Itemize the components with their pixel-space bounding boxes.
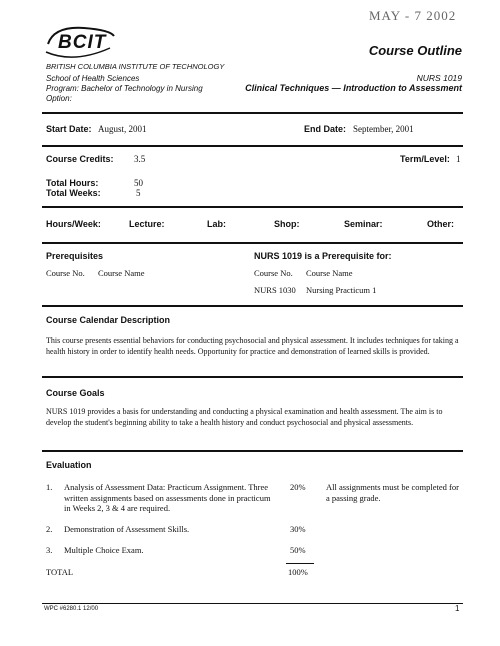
seminar-label: Seminar: (344, 219, 383, 229)
course-title: Clinical Techniques — Introduction to Assessment (245, 83, 462, 93)
prereq-title: Prerequisites (46, 251, 104, 261)
hours-rule (42, 242, 463, 244)
option-label: Option: (46, 94, 72, 103)
term-value: 1 (456, 154, 461, 164)
lecture-label: Lecture: (129, 219, 165, 229)
prereq-for-col-name: Course Name (306, 268, 353, 278)
start-date-label: Start Date: (46, 124, 92, 134)
page-number: 1 (455, 604, 460, 613)
bcit-logo (44, 22, 116, 62)
eval-item-1-pct: 20% (290, 482, 306, 492)
logo-text: BCIT (58, 32, 107, 53)
goals-title: Course Goals (46, 388, 105, 398)
goals-text: NURS 1019 provides a basis for understanding and conducting a physical examination and health assessment. The aim is to develop the student's beginning ability to take a health history and conduct psychosocial and physical assessments. (46, 407, 443, 427)
evaluation-title: Evaluation (46, 460, 92, 470)
eval-note: All assignments must be completed for a passing grade. (326, 482, 459, 503)
eval-item-3-pct: 50% (290, 545, 306, 555)
total-label: TOTAL (46, 567, 74, 577)
credits-label: Course Credits: (46, 154, 114, 164)
start-date-value: August, 2001 (98, 124, 147, 134)
eval-item-2-pct: 30% (290, 524, 306, 534)
term-label: Term/Level: (400, 154, 450, 164)
footer-rule (42, 603, 463, 604)
institute-name: BRITISH COLUMBIA INSTITUTE OF TECHNOLOGY (46, 62, 225, 71)
goals-rule (42, 450, 463, 452)
doc-title: Course Outline (368, 43, 462, 58)
footer-ref: WPC #6280.1 12/00 (44, 606, 99, 612)
eval-item-2-num: 2. (46, 524, 53, 534)
weeks-label: Total Weeks: (46, 188, 101, 198)
calendar-text: This course presents essential behaviors for conducting psychosocial and physical assessment. It includes techniques for taking a health history in order to identify health needs. Opportunity for practice and demonstration of learned skills is provided. (46, 336, 459, 356)
weeks-value: 5 (136, 188, 141, 198)
dates-rule (42, 145, 463, 147)
credits-rule (42, 206, 463, 208)
total-rule (286, 563, 314, 564)
shop-label: Shop: (274, 219, 300, 229)
hours-value: 50 (134, 178, 143, 188)
prereq-col-name: Course Name (98, 268, 145, 278)
hours-label: Total Hours: (46, 178, 99, 188)
lab-label: Lab: (207, 219, 226, 229)
hours-week-label: Hours/Week: (46, 219, 101, 229)
other-label: Other: (427, 219, 454, 229)
eval-item-2-text: Demonstration of Assessment Skills. (64, 524, 190, 534)
prereq-for-row-no: NURS 1030 (254, 285, 296, 295)
received-stamp: MAY - 7 2002 (369, 8, 457, 23)
prereq-for-row-name: Nursing Practicum 1 (306, 285, 377, 295)
calendar-rule (42, 376, 463, 378)
prereq-col-no: Course No. (46, 268, 85, 278)
eval-item-3-text: Multiple Choice Exam. (64, 545, 144, 555)
prereq-rule (42, 305, 463, 307)
eval-item-3-num: 3. (46, 545, 53, 555)
program-name: Program: Bachelor of Technology in Nursing (46, 84, 203, 93)
end-date-value: September, 2001 (353, 124, 414, 134)
total-value: 100% (288, 567, 308, 577)
header-rule (42, 112, 463, 114)
calendar-title: Course Calendar Description (46, 315, 171, 325)
prereq-for-title: NURS 1019 is a Prerequisite for: (254, 251, 392, 261)
credits-value: 3.5 (134, 154, 146, 164)
eval-item-1-num: 1. (46, 482, 53, 492)
end-date-label: End Date: (304, 124, 347, 134)
prereq-for-col-no: Course No. (254, 268, 293, 278)
school-name: School of Health Sciences (46, 74, 140, 83)
course-code: NURS 1019 (416, 73, 462, 83)
eval-item-1-text: Analysis of Assessment Data: Practicum Assignment. Three written assignments based on assessments done in practicum in Weeks 2, 3 & 4 are required. (64, 482, 271, 513)
